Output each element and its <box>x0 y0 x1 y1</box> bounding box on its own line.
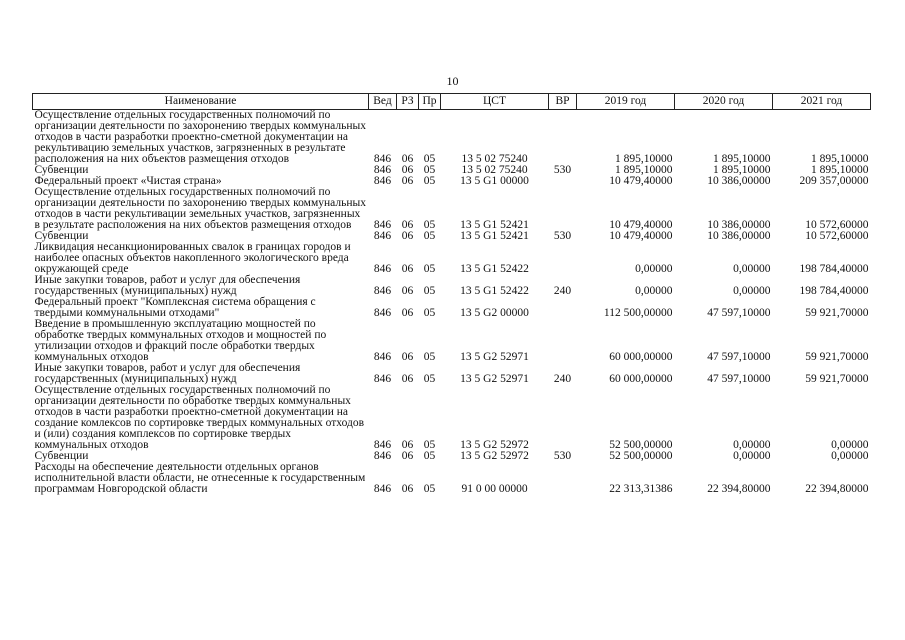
cell-vr: 530 <box>553 450 572 462</box>
table-row <box>33 275 871 297</box>
cell-rz: 06 <box>401 450 414 462</box>
cell-2021: 1 895,10000 <box>811 164 869 176</box>
cell-pr: 05 <box>423 439 436 451</box>
cell-2021: 59 921,70000 <box>805 351 869 363</box>
cell-2019: 22 313,31386 <box>609 483 673 495</box>
cell-ved: 846 <box>373 175 392 187</box>
cell-name: Расходы на обеспечение деятельности отдельных органов исполнительной власти области, не отнесенные к государственным программам Новгородской области <box>34 461 366 495</box>
cell-2019: 0,00000 <box>635 285 673 297</box>
header-2019: 2019 год <box>577 94 675 110</box>
cell-2019: 0,00000 <box>635 263 673 275</box>
table-row <box>33 110 871 166</box>
cell-cst: 13 5 G2 52972 <box>460 439 529 451</box>
cell-cst: 13 5 G1 52422 <box>460 263 529 275</box>
cell-2019: 1 895,10000 <box>615 164 673 176</box>
cell-vr <box>549 462 577 495</box>
cell-ved: 846 <box>373 219 392 231</box>
cell-2019: 10 479,40000 <box>609 175 673 187</box>
cell-pr: 05 <box>423 219 436 231</box>
cell-pr: 05 <box>423 153 436 165</box>
cell-ved: 846 <box>373 450 392 462</box>
cell-2021: 1 895,10000 <box>811 153 869 165</box>
cell-ved: 846 <box>373 373 392 385</box>
cell-ved: 846 <box>373 483 392 495</box>
table-row <box>33 462 871 495</box>
cell-cst: 13 5 G1 52421 <box>460 230 529 242</box>
cell-pr: 05 <box>423 230 436 242</box>
header-vr: ВР <box>549 94 577 110</box>
cell-rz: 06 <box>401 307 414 319</box>
cell-vr <box>549 176 577 187</box>
cell-cst: 13 5 G1 52422 <box>460 285 529 297</box>
cell-vr <box>549 385 577 451</box>
cell-2020: 0,00000 <box>733 450 771 462</box>
cell-2020: 1 895,10000 <box>713 153 771 165</box>
header-rz: РЗ <box>397 94 419 110</box>
cell-rz: 06 <box>401 175 414 187</box>
cell-2019: 1 895,10000 <box>615 153 673 165</box>
cell-2019: 52 500,00000 <box>609 450 673 462</box>
cell-cst: 13 5 G2 52971 <box>460 373 529 385</box>
cell-rz: 06 <box>401 153 414 165</box>
cell-ved: 846 <box>373 307 392 319</box>
cell-vr: 530 <box>553 164 572 176</box>
cell-name: Федеральный проект «Чистая страна» <box>34 175 222 187</box>
cell-ved: 846 <box>373 164 392 176</box>
cell-2019: 10 479,40000 <box>609 219 673 231</box>
cell-ved: 846 <box>373 263 392 275</box>
cell-vr <box>549 319 577 363</box>
header-ved: Вед <box>369 94 397 110</box>
cell-ved: 846 <box>373 351 392 363</box>
cell-name: Осуществление отдельных государственных полномочий по организации деятельности по обработке твердых коммунальных отходов в части разработки проектно-сметной документации на создание комлексов по сортировке твердых коммунальных отходов и (или) создания комплексов по сортировке твердых коммунальных отходов <box>34 384 365 451</box>
cell-pr: 05 <box>423 373 436 385</box>
cell-ved: 846 <box>373 230 392 242</box>
cell-name: Ликвидация несанкционированных свалок в границах городов и наиболее опасных объектов накопленного экологического вреда окружающей среде <box>34 241 351 275</box>
cell-2021: 198 784,40000 <box>799 285 869 297</box>
cell-vr: 530 <box>553 230 572 242</box>
table-row <box>33 242 871 275</box>
budget-table <box>32 93 871 495</box>
cell-2021: 10 572,60000 <box>805 219 869 231</box>
cell-pr: 05 <box>423 164 436 176</box>
cell-2021: 0,00000 <box>831 439 869 451</box>
cell-2020: 0,00000 <box>733 439 771 451</box>
cell-pr: 05 <box>423 307 436 319</box>
cell-rz: 06 <box>401 219 414 231</box>
header-cst: ЦСТ <box>441 94 549 110</box>
cell-2019: 60 000,00000 <box>609 351 673 363</box>
cell-2020: 47 597,10000 <box>707 373 771 385</box>
cell-name: Иные закупки товаров, работ и услуг для обеспечения государственных (муниципальных) нужд <box>34 274 301 297</box>
cell-cst: 13 5 G2 52972 <box>460 450 529 462</box>
cell-2019: 52 500,00000 <box>609 439 673 451</box>
cell-2021: 10 572,60000 <box>805 230 869 242</box>
cell-2020: 0,00000 <box>733 285 771 297</box>
cell-2020: 10 386,00000 <box>707 175 771 187</box>
cell-cst: 13 5 G1 52421 <box>460 219 529 231</box>
cell-2020: 47 597,10000 <box>707 351 771 363</box>
table-row <box>33 187 871 231</box>
cell-name: Осуществление отдельных государственных полномочий по организации деятельности по захоронению твердых коммунальных отходов в части разработки проектно-сметной документации на рекультивацию земельных участков, загрязненных в результате расположения на них объектов размещения отходов <box>34 109 366 165</box>
table-row <box>33 319 871 363</box>
cell-vr <box>549 242 577 275</box>
cell-vr <box>549 187 577 231</box>
cell-name: Субвенции <box>34 164 89 176</box>
cell-2021: 22 394,80000 <box>805 483 869 495</box>
cell-pr: 05 <box>423 175 436 187</box>
header-name: Наименование <box>33 94 369 110</box>
header-2020: 2020 год <box>675 94 773 110</box>
cell-rz: 06 <box>401 230 414 242</box>
cell-pr: 05 <box>423 285 436 297</box>
cell-2020: 0,00000 <box>733 263 771 275</box>
table-header <box>33 94 871 110</box>
cell-cst: 13 5 G2 52971 <box>460 351 529 363</box>
cell-vr <box>549 110 577 166</box>
cell-2020: 10 386,00000 <box>707 230 771 242</box>
cell-cst: 13 5 G1 00000 <box>460 175 529 187</box>
cell-2020: 22 394,80000 <box>707 483 771 495</box>
page-number: 10 <box>446 74 459 88</box>
cell-2021: 59 921,70000 <box>805 307 869 319</box>
cell-cst: 13 5 G2 00000 <box>460 307 529 319</box>
cell-pr: 05 <box>423 263 436 275</box>
cell-rz: 06 <box>401 263 414 275</box>
cell-vr: 240 <box>553 373 572 385</box>
cell-cst: 13 5 02 75240 <box>461 153 528 165</box>
cell-2019: 60 000,00000 <box>609 373 673 385</box>
cell-name: Осуществление отдельных государственных полномочий по организации деятельности по захоронению твердых коммунальных отходов в части рекультивации земельных участков, загрязненных в результате расположения на них объектов размещения отходов <box>34 186 366 231</box>
cell-pr: 05 <box>423 450 436 462</box>
cell-vr <box>549 297 577 319</box>
table-row <box>33 297 871 319</box>
cell-2021: 0,00000 <box>831 450 869 462</box>
cell-rz: 06 <box>401 285 414 297</box>
cell-2019: 10 479,40000 <box>609 230 673 242</box>
cell-2020: 47 597,10000 <box>707 307 771 319</box>
cell-name: Федеральный проект "Комплексная система обращения с твердыми коммунальными отходами" <box>34 296 316 319</box>
header-pr: Пр <box>419 94 441 110</box>
cell-rz: 06 <box>401 373 414 385</box>
cell-2020: 10 386,00000 <box>707 219 771 231</box>
cell-name: Субвенции <box>34 450 89 462</box>
cell-2021: 198 784,40000 <box>799 263 869 275</box>
cell-2021: 209 357,00000 <box>799 175 869 187</box>
cell-rz: 06 <box>401 439 414 451</box>
cell-ved: 846 <box>373 285 392 297</box>
cell-name: Субвенции <box>34 230 89 242</box>
table-row <box>33 385 871 451</box>
cell-rz: 06 <box>401 351 414 363</box>
cell-vr: 240 <box>553 285 572 297</box>
table-body <box>33 110 871 496</box>
cell-cst: 91 0 00 00000 <box>461 483 528 495</box>
cell-pr: 05 <box>423 351 436 363</box>
cell-cst: 13 5 02 75240 <box>461 164 528 176</box>
cell-rz: 06 <box>401 164 414 176</box>
cell-name: Иные закупки товаров, работ и услуг для обеспечения государственных (муниципальных) нужд <box>34 362 301 385</box>
cell-pr: 05 <box>423 483 436 495</box>
cell-ved: 846 <box>373 439 392 451</box>
header-2021: 2021 год <box>773 94 871 110</box>
cell-2021: 59 921,70000 <box>805 373 869 385</box>
cell-ved: 846 <box>373 153 392 165</box>
cell-2020: 1 895,10000 <box>713 164 771 176</box>
cell-rz: 06 <box>401 483 414 495</box>
cell-name: Введение в промышленную эксплуатацию мощностей по обработке твердых коммунальных отходов и мощностей по утилизации отходов и фракций после обработки твердых коммунальных отходов <box>34 318 327 363</box>
table-row <box>33 363 871 385</box>
cell-2019: 112 500,00000 <box>603 307 673 319</box>
